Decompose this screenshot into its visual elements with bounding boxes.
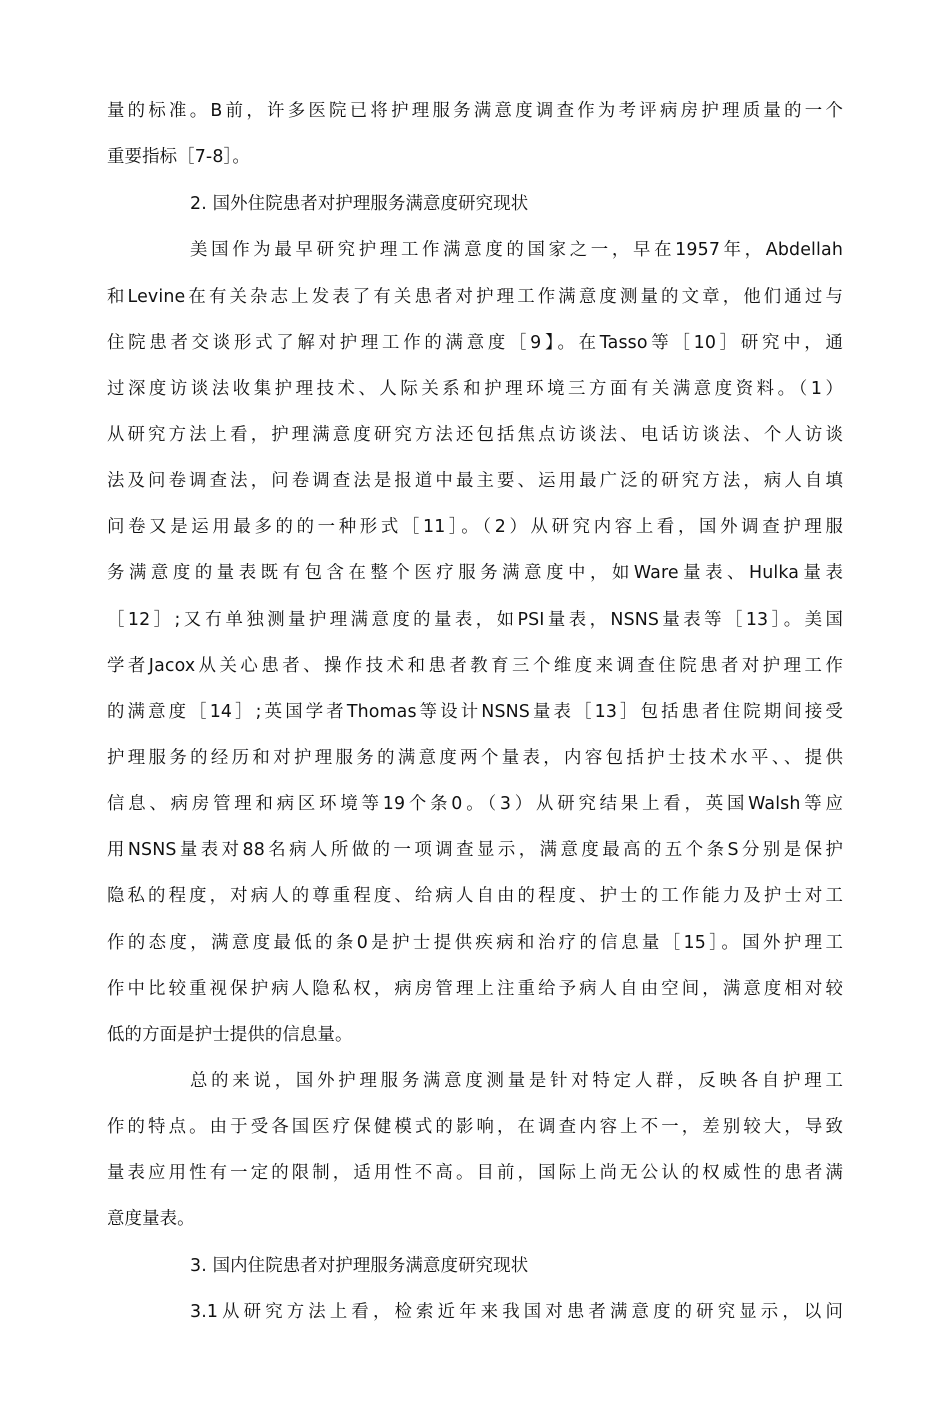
text-line: 作的特点。由于受各国医疗保健模式的影响，在调查内容上不一，差别较大，导致	[107, 1117, 843, 1137]
text-line: 意度量表。	[107, 1209, 195, 1229]
text-line: 法及问卷调查法，问卷调查法是报道中最主要、运用最广泛的研究方法，病人自填	[107, 471, 843, 491]
text-line: 问卷又是运用最多的的一种形式［11］。（2）从研究内容上看，国外调查护理服	[107, 517, 843, 537]
section-heading: 2. 国外住院患者对护理服务满意度研究现状	[190, 194, 529, 214]
text-line: 从研究方法上看，护理满意度研究方法还包括焦点访谈法、电话访谈法、个人访谈	[107, 425, 843, 445]
text-line: 作的态度，满意度最低的条0是护士提供疾病和治疗的信息量［15］。国外护理工	[107, 933, 843, 953]
text-line: ［12］;又冇单独测量护理满意度的量表，如PSI量表，NSNS量表等［13］。美国	[107, 610, 843, 630]
text-line: 重要指标［7-8］。	[107, 147, 250, 167]
text-line: 过深度访谈法收集护理技术、人际关系和护理环境三方面有关满意度资料。（1）	[107, 379, 843, 399]
text-line: 低的方面是护士提供的信息量。	[107, 1025, 353, 1045]
text-line: 学者Jacox从关心患者、操作技术和患者教育三个维度来调查住院患者对护理工作	[107, 656, 843, 676]
text-line: 作中比较重视保护病人隐私权，病房管理上注重给予病人自由空间，满意度相对较	[107, 979, 843, 999]
text-line: 的满意度［14］;英国学者Thomas等设计NSNS量表［13］包括患者住院期间接受	[107, 702, 843, 722]
text-line: 量表应用性有一定的限制，适用性不高。目前，国际上尚无公认的权威性的患者满	[107, 1163, 843, 1183]
text-line: 3.1从研究方法上看，检索近年来我国对患者满意度的研究显示，以问	[190, 1302, 843, 1322]
section-heading: 3. 国内住院患者对护理服务满意度研究现状	[190, 1256, 529, 1276]
text-line: 和Levine在有关杂志上发表了有关患者对护理工作满意度测量的文章，他们通过与	[107, 287, 843, 307]
text-line: 务满意度的量表既有包含在整个医疗服务满意度中，如Ware量表、Hulka量表	[107, 563, 843, 583]
text-line: 用NSNS量表对88名病人所做的一项调查显示，满意度最高的五个条S分别是保护	[107, 840, 843, 860]
text-line: 信息、病房管理和病区环境等19个条0。（3）从研究结果上看，英国Walsh等应	[107, 794, 843, 814]
text-line: 总的来说，国外护理服务满意度测量是针对特定人群，反映各自护理工	[190, 1071, 843, 1091]
text-line: 美国作为最早研究护理工作满意度的国家之一，早在1957年，Abdellah	[190, 240, 843, 260]
text-line: 住院患者交谈形式了解对护理工作的满意度［9】。在Tasso等［10］研究中，通	[107, 333, 843, 353]
text-line: 护理服务的经历和对护理服务的满意度两个量表，内容包括护士技术水平、、提供	[107, 748, 843, 768]
text-line: 隐私的程度，对病人的尊重程度、给病人自由的程度、护士的工作能力及护士对工	[107, 886, 843, 906]
text-line: 量的标准。B前，许多医院已将护理服务满意度调查作为考评病房护理质量的一个	[107, 101, 843, 121]
